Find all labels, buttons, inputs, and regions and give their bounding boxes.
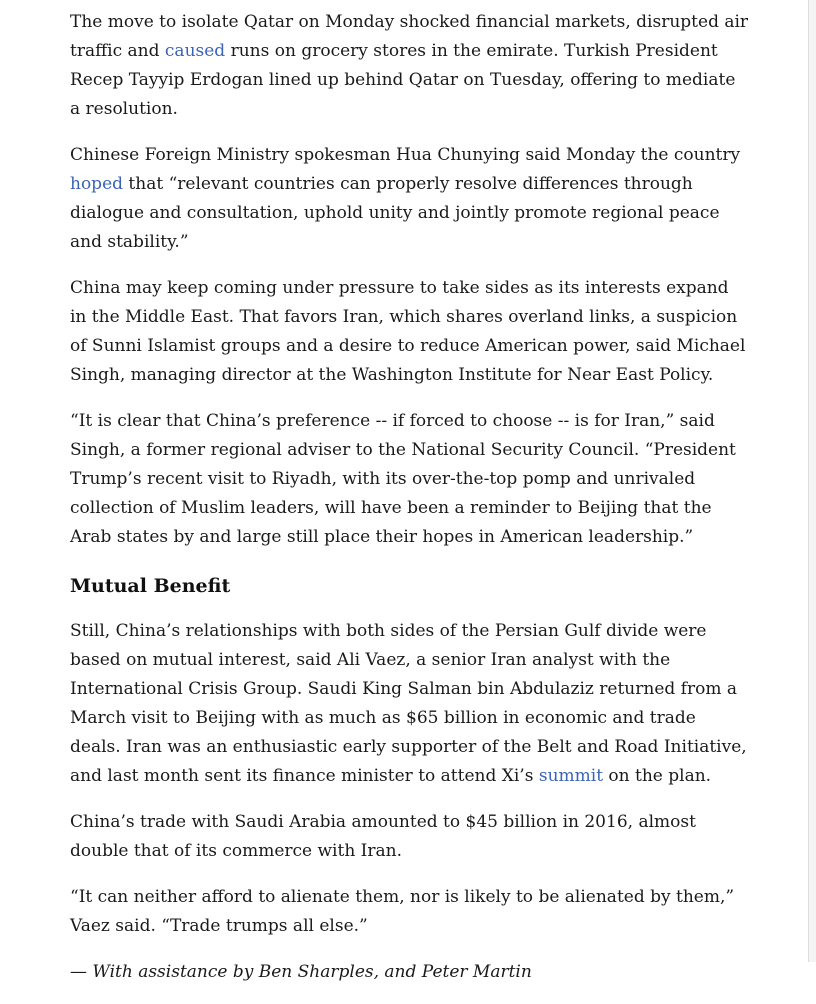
paragraph-china-foreign-ministry [70, 141, 750, 257]
paragraph-vaez-quote: “It can neither afford to alienate them, nor is likely to be alienated by them,” Vaez said. “Trade trumps all else.” [70, 887, 735, 936]
paragraph-text: The move to isolate Qatar on Monday shocked financial markets, disrupted air traffic and [70, 12, 749, 61]
link-hoped[interactable]: hoped [70, 174, 124, 194]
paragraph-mutual-interest [70, 617, 750, 791]
paragraph-text: Still, China’s relationships with both sides of the Persian Gulf divide were based on mutual interest, said Ali Vaez, a senior Iran analyst with the International Crisis Group. Saudi King Salman bin Abdulaziz returned from a March visit to Beijing with as much as $65 billion in economic and trade deals. Iran was an enthusiastic early supporter of the Belt and Road Initiative, and last month sent its finance minister to attend Xi’s [70, 621, 747, 786]
link-summit[interactable]: summit [538, 766, 604, 786]
paragraph-text: Chinese Foreign Ministry spokesman Hua Chunying said Monday the country [70, 145, 741, 165]
paragraph-text: on the plan. [603, 766, 712, 786]
article-credit: — With assistance by Ben Sharples, and Peter Martin [70, 962, 532, 982]
section-heading-mutual-benefit: Mutual Benefit [70, 575, 231, 597]
scrollbar-track[interactable] [809, 0, 816, 962]
paragraph-text: that “relevant countries can properly resolve differences through dialogue and consultation, uphold unity and jointly promote regional peace and stability.” [70, 174, 720, 252]
paragraph-qatar-isolation [70, 8, 750, 124]
paragraph-trade-saudi: China’s trade with Saudi Arabia amounted to $45 billion in 2016, almost double that of its commerce with Iran. [70, 812, 696, 861]
article-body [70, 8, 750, 1004]
link-caused[interactable]: caused [164, 41, 226, 61]
paragraph-china-pressure: China may keep coming under pressure to take sides as its interests expand in the Middle East. That favors Iran, which shares overland links, a suspicion of Sunni Islamist groups and a desire to reduce American power, said Michael Singh, managing director at the Washington Institute for Near East Policy. [70, 278, 746, 385]
paragraph-text: runs on grocery stores in the emirate. Turkish President Recep Tayyip Erdogan lined up behind Qatar on Tuesday, offering to mediate a resolution. [70, 41, 736, 119]
paragraph-singh-quote: “It is clear that China’s preference -- if forced to choose -- is for Iran,” said Singh, a former regional adviser to the National Security Council. “President Trump’s recent visit to Riyadh, with its over-the-top pomp and unrivaled collection of Muslim leaders, will have been a reminder to Beijing that the Arab states by and large still place their hopes in American leadership.” [70, 411, 736, 547]
